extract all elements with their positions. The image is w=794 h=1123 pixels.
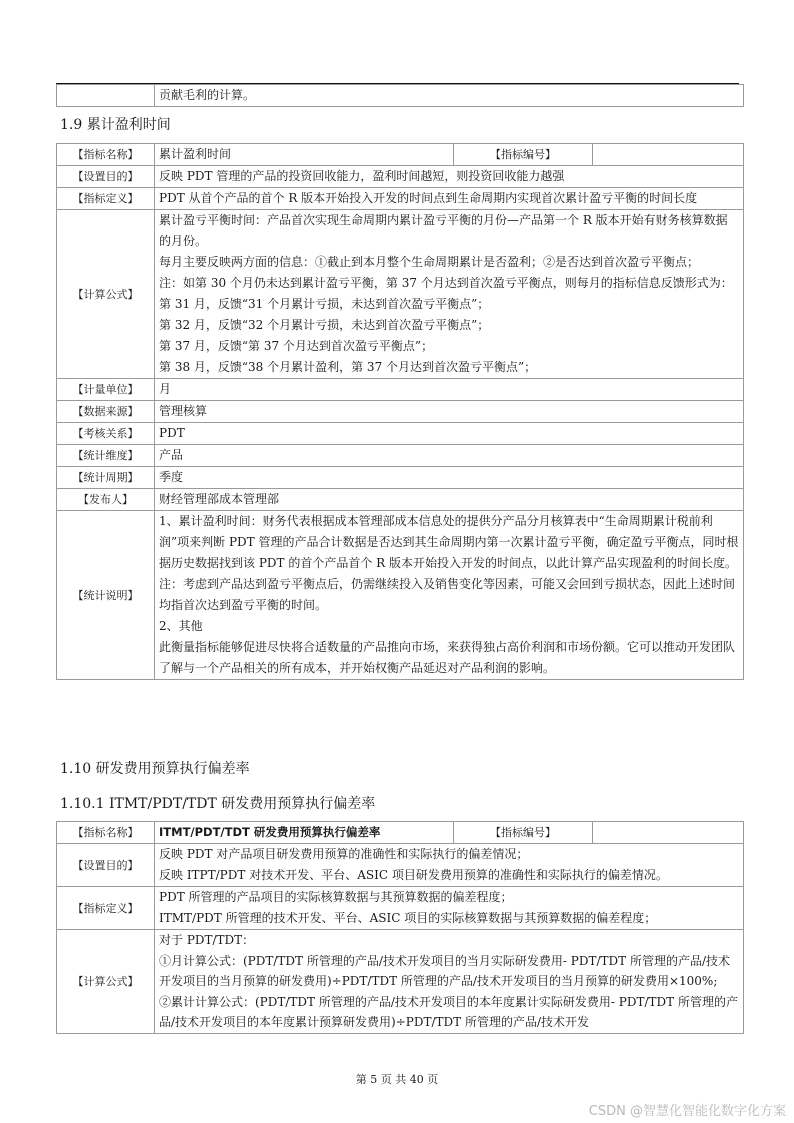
table-row xyxy=(57,887,744,930)
purpose-label: 【设置目的】 xyxy=(57,844,155,887)
table-row xyxy=(57,489,744,511)
indicator-number-value xyxy=(593,822,744,844)
publisher-value: 财经管理部成本管理部 xyxy=(155,489,744,511)
definition-line: ITMT/PDT 所管理的技术开发、平台、ASIC 项目的实际核算数据与其预算数据的偏差程度； xyxy=(159,911,657,925)
purpose-line: 反映 ITPT/PDT 对技术开发、平台、ASIC 项目研发费用预算的准确性和实际执行的偏差情况。 xyxy=(159,868,668,882)
notes-line: 注：考虑到产品达到盈亏平衡点后，仍需继续投入及销售变化等因素，可能又会回到亏损状态，因此上述时间均指首次达到盈亏平衡的时间。 xyxy=(159,577,736,612)
indicator-number-label: 【指标编号】 xyxy=(454,822,593,844)
indicator-number-label: 【指标编号】 xyxy=(454,144,593,166)
table-row xyxy=(57,188,744,210)
source-value: 管理核算 xyxy=(155,401,744,423)
formula-line: 第 37 月，反馈“第 37 个月达到首次盈亏平衡点”； xyxy=(159,339,434,353)
notes-value xyxy=(155,511,744,680)
definition-label: 【指标定义】 xyxy=(57,887,155,930)
formula-line: 第 31 月，反馈“31 个月累计亏损，未达到首次盈亏平衡点”； xyxy=(159,297,490,311)
table-row xyxy=(57,844,744,887)
definition-value xyxy=(155,887,744,930)
notes-label: 【统计说明】 xyxy=(57,511,155,680)
table-row xyxy=(57,423,744,445)
page-number-footer: 第 5 页 共 40 页 xyxy=(355,1073,439,1086)
notes-line: 2、其他 xyxy=(159,619,203,633)
purpose-value: 反映 PDT 管理的产品的投资回收能力，盈利时间越短，则投资回收能力越强 xyxy=(155,166,744,188)
indicator-table-rd-budget-deviation xyxy=(56,821,744,1034)
indicator-table-cumulative-profit-time xyxy=(56,143,744,680)
formula-line: 对于 PDT/TDT： xyxy=(159,933,255,947)
formula-label: 【计算公式】 xyxy=(57,210,155,379)
formula-line: 第 38 月，反馈“38 个月累计盈利，第 37 个月达到首次盈亏平衡点”； xyxy=(159,360,537,374)
publisher-label: 【发布人】 xyxy=(57,489,155,511)
purpose-label: 【设置目的】 xyxy=(57,166,155,188)
table-row xyxy=(57,930,744,1034)
definition-value: PDT 从首个产品的首个 R 版本开始投入开发的时间点到生命周期内实现首次累计盈亏平衡的时间长度 xyxy=(155,188,744,210)
formula-line: 累计盈亏平衡时间：产品首次实现生命周期内累计盈亏平衡的月份—产品第一个 R 版本开始有财务核算数据的月份。 xyxy=(159,213,728,248)
table-row xyxy=(57,511,744,680)
previous-table-text: 贡献毛利的计算。 xyxy=(155,85,744,107)
formula-label: 【计算公式】 xyxy=(57,930,155,1034)
purpose-value xyxy=(155,844,744,887)
formula-line: 第 32 月，反馈“32 个月累计亏损，未达到首次盈亏平衡点”； xyxy=(159,318,490,332)
definition-label: 【指标定义】 xyxy=(57,188,155,210)
table-row xyxy=(57,401,744,423)
purpose-line: 反映 PDT 对产品项目研发费用预算的准确性和实际执行的偏差情况； xyxy=(159,847,529,861)
formula-value xyxy=(155,930,744,1034)
table-row xyxy=(57,822,744,844)
table-row xyxy=(57,166,744,188)
table-row xyxy=(57,210,744,379)
section-heading-1-10-1: 1.10.1 ITMT/PDT/TDT 研发费用预算执行偏差率 xyxy=(60,796,376,812)
indicator-name-label: 【指标名称】 xyxy=(57,144,155,166)
previous-table-tail xyxy=(56,84,744,107)
period-label: 【统计周期】 xyxy=(57,467,155,489)
table-row xyxy=(57,379,744,401)
definition-line: PDT 所管理的产品项目的实际核算数据与其预算数据的偏差程度； xyxy=(159,890,513,904)
dimension-label: 【统计维度】 xyxy=(57,445,155,467)
formula-line: 每月主要反映两方面的信息：①截止到本月整个生命周期累计是否盈利；②是否达到首次盈亏平衡点； xyxy=(159,255,700,269)
indicator-name-value: ITMT/PDT/TDT 研发费用预算执行偏差率 xyxy=(155,822,454,844)
formula-line: ②累计计算公式：(PDT/TDT 所管理的产品/技术开发项目的本年度累计实际研发费用- PDT/TDT 所管理的产品/技术开发项目的本年度累计预算研发费用)÷PDT/TDT 所管理的产品/技术开发 xyxy=(159,994,738,1029)
indicator-number-value xyxy=(593,144,744,166)
source-label: 【数据来源】 xyxy=(57,401,155,423)
table-row xyxy=(57,445,744,467)
unit-label: 【计量单位】 xyxy=(57,379,155,401)
table-row xyxy=(57,144,744,166)
notes-line: 此衡量指标能够促进尽快将合适数量的产品推向市场，来获得独占高价利润和市场份额。它可以推动开发团队了解与一个产品相关的所有成本，并开始权衡产品延迟对产品利润的影响。 xyxy=(159,640,736,675)
notes-line: 1、累计盈利时间：财务代表根据成本管理部成本信息处的提供分产品分月核算表中“生命周期累计税前利润”项来判断 PDT 管理的产品合计数据是否达到其生命周期内第一次累计盈亏平衡，确定盈亏平衡点，同时根据历史数据找到该 PDT 的首个产品首个 R 版本开始投入开发的时间点，以此计算产品实现盈利的时间长度。 xyxy=(159,514,739,570)
indicator-name-value: 累计盈利时间 xyxy=(155,144,454,166)
section-heading-1-10: 1.10 研发费用预算执行偏差率 xyxy=(60,761,250,777)
assess-label: 【考核关系】 xyxy=(57,423,155,445)
empty-label-cell xyxy=(57,85,155,107)
unit-value: 月 xyxy=(155,379,744,401)
indicator-name-label: 【指标名称】 xyxy=(57,822,155,844)
section-heading-1-9: 1.9 累计盈利时间 xyxy=(60,117,171,133)
dimension-value: 产品 xyxy=(155,445,744,467)
period-value: 季度 xyxy=(155,467,744,489)
table-row xyxy=(57,467,744,489)
formula-line: ①月计算公式：(PDT/TDT 所管理的产品/技术开发项目的当月实际研发费用- PDT/TDT 所管理的产品/技术开发项目的当月预算的研发费用)÷PDT/TDT 所管理的产品/技术开发项目的当月预算的研发费用×100%; xyxy=(159,953,731,988)
csdn-watermark: CSDN @智慧化智能化数字化方案 xyxy=(588,1104,786,1119)
formula-line: 注：如第 30 个月仍未达到累计盈亏平衡，第 37 个月达到首次盈亏平衡点，则每月的指标信息反馈形式为： xyxy=(159,276,733,290)
assess-value: PDT xyxy=(155,423,744,445)
formula-value xyxy=(155,210,744,379)
